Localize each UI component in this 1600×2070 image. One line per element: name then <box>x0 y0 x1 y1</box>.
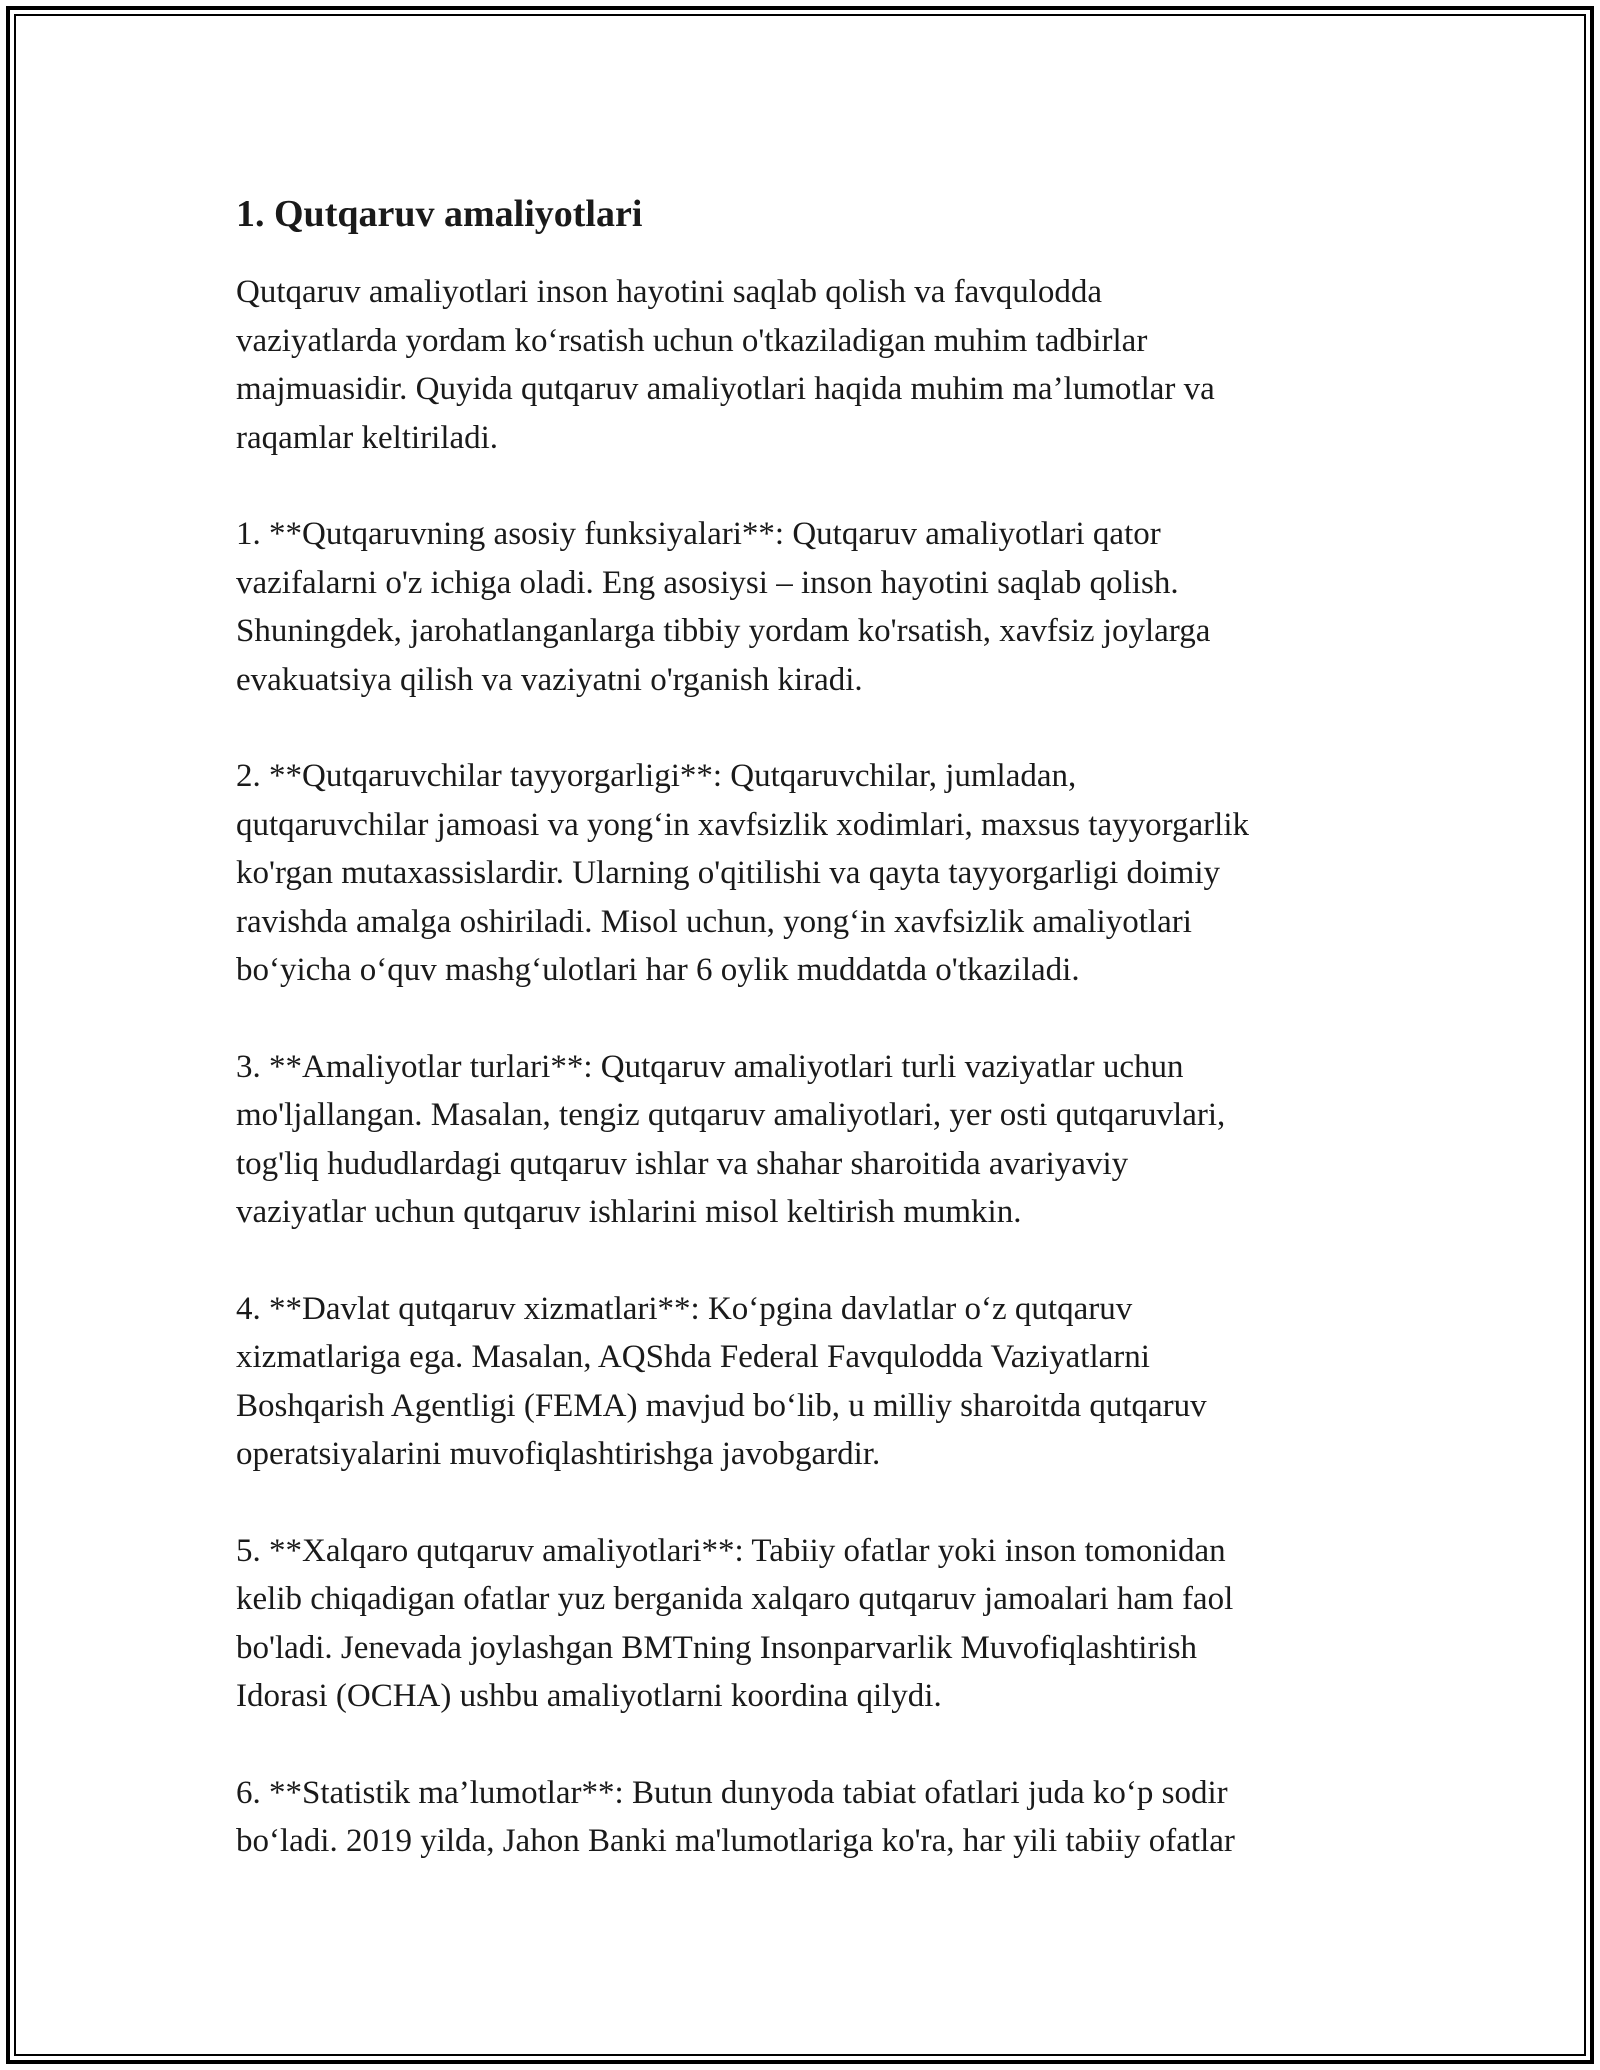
paragraph-basic-functions: 1. **Qutqaruvning asosiy funksiyalari**: Qutqaruv amaliyotlari qator vazifalarni o'z ichiga oladi. Eng asosiysi – inson hayotini saqlab qolish. Shuningdek, jarohatlanganlarga tibbiy yordam ko'rsatish, xavfsiz joylarga evakuatsiya qilish va vaziyatni o'rganish kiradi. <box>236 516 1211 698</box>
document-title: 1. Qutqaruv amaliyotlari <box>236 193 643 235</box>
paragraph-rescuer-training: 2. **Qutqaruvchilar tayyorgarligi**: Qutqaruvchilar, jumladan, qutqaruvchilar jamoasi va yong‘in xavfsizlik xodimlari, maxsus tayyorgarlik ko'rgan mutaxassislardir. Ularning o'qitilishi va qayta tayyorgarligi doimiy ravishda amalga oshiriladi. Misol uchun, yong‘in xavfsizlik amaliyotlari bo‘yicha o‘quv mashg‘ulotlari har 6 oylik muddatda o'tkaziladi. <box>236 758 1249 988</box>
intro-paragraph: Qutqaruv amaliyotlari inson hayotini saqlab qolish va favqulodda vaziyatlarda yordam ko‘rsatish uchun o'tkaziladigan muhim tadbirlar majmuasidir. Quyida qutqaruv amaliyotlari haqida muhim ma’lumotlar va raqamlar keltiriladi. <box>236 274 1215 456</box>
paragraph-international-operations: 5. **Xalqaro qutqaruv amaliyotlari**: Tabiiy ofatlar yoki inson tomonidan kelib chiqadigan ofatlar yuz berganida xalqaro qutqaruv jamoalari ham faol bo'ladi. Jenevada joylashgan BMTning Insonparvarlik Muvofiqlashtirish Idorasi (OCHA) ushbu amaliyotlarni koordina qilydi. <box>236 1532 1234 1714</box>
document-body <box>236 188 1376 1914</box>
paragraph-state-services: 4. **Davlat qutqaruv xizmatlari**: Ko‘pgina davlatlar o‘z qutqaruv xizmatlariga ega. Masalan, AQShda Federal Favqulodda Vaziyatlarni Boshqarish Agentligi (FEMA) mavjud bo‘lib, u milliy sharoitda qutqaruv operatsiyalarini muvofiqlashtirishga javobgardir. <box>236 1290 1207 1472</box>
paragraph-statistics: 6. **Statistik ma’lumotlar**: Butun dunyoda tabiat ofatlari juda ko‘p sodir bo‘ladi. 2019 yilda, Jahon Banki ma'lumotlariga ko'ra, har yili tabiiy ofatlar <box>236 1774 1235 1859</box>
paragraph-operation-types: 3. **Amaliyotlar turlari**: Qutqaruv amaliyotlari turli vaziyatlar uchun mo'ljallangan. Masalan, tengiz qutqaruv amaliyotlari, yer osti qutqaruvlari, tog'liq hududlardagi qutqaruv ishlar va shahar sharoitida avariyaviy vaziyatlar uchun qutqaruv ishlarini misol keltirish mumkin. <box>236 1048 1226 1230</box>
